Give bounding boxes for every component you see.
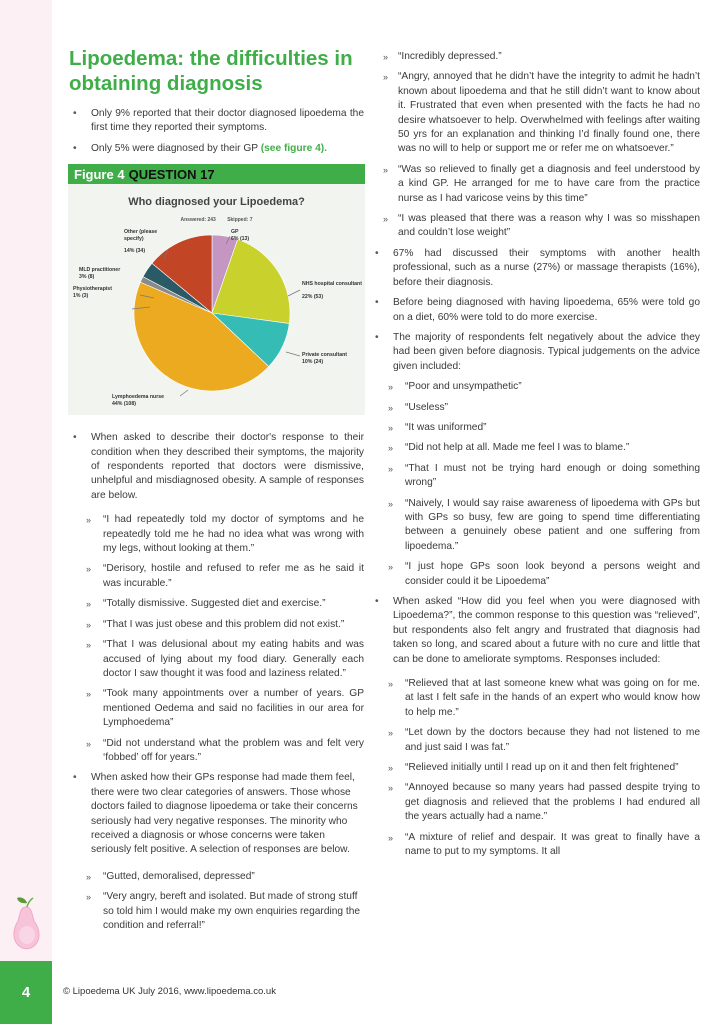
left-column [69,46,364,939]
quote-item: » “I was pleased that there was a reason why I was so misshapen and couldn’t lose weight” [383,212,700,241]
label-physio: Physiotherapist 1% (3) [73,286,112,299]
figure-header [68,164,365,184]
label-gp: GP 6% (13) [231,229,250,242]
bullet-item: • Before being diagnosed with having lipoedema, 65% were told go on a diet, 60% were told to do more exercise. [371,296,700,325]
quote-item: » “Incredibly depressed.” [383,50,700,64]
doctor-response-section [69,431,364,933]
quote-item: » “It was uniformed” [381,421,700,435]
bullet-item [69,431,364,765]
gp-feel-quotes [385,50,700,241]
leader-line [180,390,188,396]
quote-item: » “I had repeatedly told my doctor of symptoms and he repeatedly told me he had no idea what was wrong with my legs, without looking at them.” [79,513,364,556]
advice-quotes [371,380,700,589]
quote-item: » “That I was just obese and this problem did not exist.” [79,618,364,632]
quote-item: » “Did not understand what the problem was and felt very ‘fobbed’ off for years.” [79,737,364,766]
quote-item: » “A mixture of relief and despair. It was great to finally have a name to put to my symptoms. It all [381,831,700,860]
label-lymph-nurse: Lymphoedema nurse 44% (108) [112,394,164,407]
footer-copyright: © Lipoedema UK July 2016, www.lipoedema.co.uk [63,986,276,997]
bullet-item: • 67% had discussed their symptoms with another health professional, such as a nurse (27%) or massage therapists (16%), before their diagnosis. [371,247,700,290]
figure-question: QUESTION 17 [128,166,215,182]
page-number: 4 [0,961,52,1024]
bullet-item [371,595,700,860]
quote-item: » “Naively, I would say raise awareness of lipoedema with GPs but with GPs so busy, few are going to spend time differentiating between a genuinely obese patient and one suffering from lipoedema.” [381,497,700,555]
label-private: Private consultant 10% (24) [302,352,347,365]
label-mld: MLD practitioner 3% (8) [79,267,121,280]
bullet-text: When asked how their GPs response had made them feel, there were two clear categories of answers. Those whose doctors failed to diagnose lipoedema or take their concerns seriously had very negative responses. The minority who received a diagnosis or whose concerns were taken seriously felt positive. A selection of responses are below. [91,772,358,856]
quote-item: » “Relieved initially until I read up on it and then felt frightened” [381,761,700,775]
bullet-item [69,771,364,933]
chart-title: Who diagnosed your Lipoedema? [128,196,305,209]
pear-logo-icon [6,893,46,953]
quote-item: » “That I must not be trying hard enough or doing something wrong” [381,462,700,491]
quote-item: » “Let down by the doctors because they had not listened to me and just said I was fat.” [381,726,700,755]
quote-item: » “Relieved that at last someone knew what was going on for me. at last I felt safe in the hands of an expert who would know how to help me.” [381,677,700,720]
bullet-item [69,142,364,156]
quote-item: » “Took many appointments over a number of years. GP mentioned Oedema and said no facilities in our area for Lymphoedema” [79,687,364,730]
quote-item: » “Poor and unsympathetic” [381,380,700,394]
pie-chart [68,184,365,415]
quote-item: » “Did not help at all. Made me feel I was to blame.” [381,441,700,455]
leader-line [288,290,300,296]
quote-item: » “Useless” [381,401,700,415]
bullet-item: • Only 9% reported that their doctor diagnosed lipoedema the first time they reported their symptoms. [69,107,364,136]
bullet-text: When asked “How did you feel when you were diagnosed with Lipoedema?”, the common response to this question was “relieved”, but respondents also felt angry and frustrated that diagnosis had taken so long, and scared about a future with no cure and little that can be done to ameliorate symptoms. Responses included: [393,596,700,665]
quote-item: » “That I was delusional about my eating habits and was accused of lying about my food diary. Generally each doctor I saw thought it was food and laziness related.” [79,638,364,681]
label-nhs: NHS hospital consultant 22% (53) [302,281,362,300]
feel-quotes [69,870,364,934]
figure-number: Figure 4 [74,166,125,182]
page-title: Lipoedema: the difficulties in obtaining diagnosis [69,47,353,95]
left-decorative-strip [0,0,52,961]
bullet-text: The majority of respondents felt negatively about the advice they had been given before diagnosis. Typical judgements on the advice given included: [393,331,700,372]
quote-item: » “I just hope GPs soon look beyond a persons weight and consider could it be Lipoedema” [381,560,700,589]
bullet-text: Only 5% were diagnosed by their GP [91,142,258,154]
quote-item: » “Was so relieved to finally get a diagnosis and feel understood by a kind GP. He arranged for me to have care from the practice nurse as I had varicose veins by this time” [383,163,700,206]
figure-reference-link[interactable]: (see figure 4). [260,142,327,154]
intro-bullets [69,107,364,156]
diagnosed-quotes [371,677,700,859]
quote-item: » “Annoyed because so many years had passed despite trying to get diagnosis and relieved that the problems I had endured all the years actually had a name.” [381,781,700,824]
figure-4 [68,164,365,415]
right-bullets [371,247,700,860]
answered-count: Answered: 243 [180,217,216,224]
bullet-text: When asked to describe their doctor's response to their condition when they described their symptoms, the majority of respondents reported that doctors were dismissive, unhelpful and misdiagnosed obesity. A sample of responses are below. [91,432,364,501]
bullet-item [371,331,700,589]
label-other: Other (please specify) 14% (34) [124,229,158,255]
leader-line [286,352,300,356]
quote-item: » “Totally dismissive. Suggested diet and exercise.” [79,597,364,611]
quote-item: » “Very angry, bereft and isolated. But made of strong stuff so told him I would make my own enquiries regarding the condition and referral!” [79,890,364,933]
right-column [385,50,700,866]
quote-item: » “Derisory, hostile and refused to refer me as he said it was incurable.” [79,562,364,591]
doctor-quotes [69,513,364,765]
skipped-count: Skipped: 7 [227,217,253,224]
quote-item: » “Angry, annoyed that he didn’t have the integrity to admit he hadn’t known about lipoedema and that he still didn’t want to know about it. Frustrated that even when presented with the facts he had no desire whatsoever to help. Overwhelmed with feelings after waiting 50 yrs for an explanation and thinking I’d finally found one, there was no will to help or support me or refer me on whatsoever.” [383,70,700,156]
quote-item: » “Gutted, demoralised, depressed” [79,870,364,884]
